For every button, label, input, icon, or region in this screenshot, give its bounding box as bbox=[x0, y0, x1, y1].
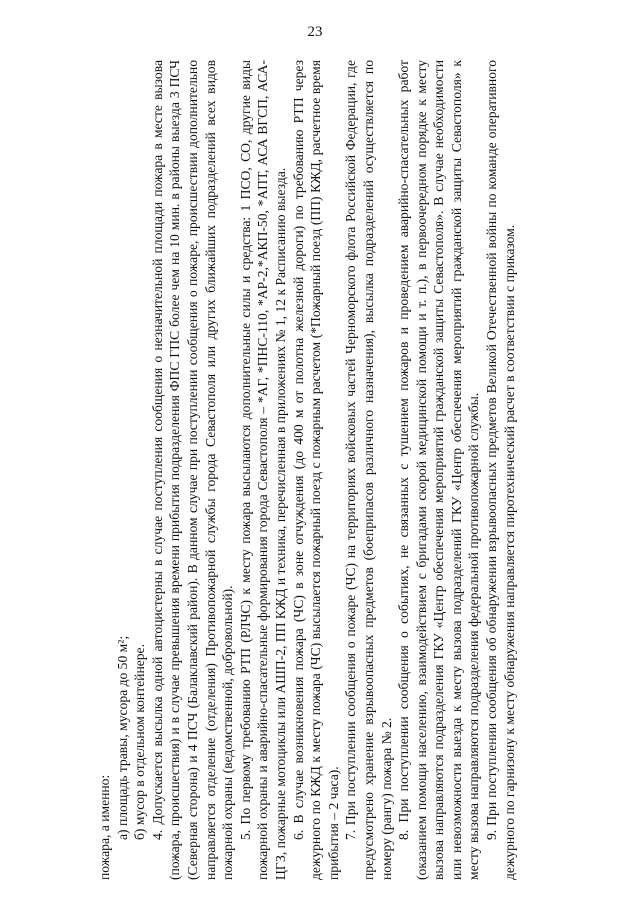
paragraph-5: 5. По первому требованию РТП (РЛЧС) к месту пожара высылаются дополнительные силы и средства: 1 ПСО, СО, другие виды пожарной охраны и аварийно-спасательные формирования города Севастополя – *АГ, *ПНС-110, *АР-2,*АКП-50, *АПТ, АСА ВГСП, АСА-ЦГЗ, пожарные мотоциклы или АШП-2, ПП КЖД и техника, перечисленная в приложениях № 1, 12 к Расписанию выезда. bbox=[237, 60, 288, 880]
list-item-b: б) мусор в отдельном контейнере. bbox=[132, 644, 148, 840]
page-number: 23 bbox=[307, 24, 323, 40]
paragraph-8: 8. При поступлении сообщения о событиях, не связанных с тушением пожаров и проведением аварийно-спасательных работ (оказанием помощи населению, взаимодействием с бригадами скорой медицинской помощи и т. п.), в первоочередном порядке к месту вызова направляются подразделения ГКУ «Центр обеспечения мероприятий гражданской защиты Севастополя». В случае необходимости или невозможности выезда к месту вызова подразделений ГКУ «Центр обеспечения мероприятий гражданской защиты Севастополя» к месту вызова направляются подразделения федеральной противопожарной службы. bbox=[396, 60, 482, 880]
paragraph-4: 4. Допускается высылка одной автоцистерны в случае поступления сообщения о незначительной площади пожара в месте вызова (пожара, происшествия) и в случае превышения времени прибытия подразделения ФПС ГПС более чем на 10 мин. в районы выезда 3 ПСЧ (Северная сторона) и 4 ПСЧ (Балаклавский район). В данном случае при поступлении сообщения о пожаре, происшествии дополнительно направляется отделение (отделения) Противопожарной службы города Севастополя или других ближайших подразделений всех видов пожарной охраны (ведомственной, добровольной). bbox=[149, 60, 236, 880]
paragraph-9: 9. При поступлении сообщения об обнаружении взрывоопасных предметов Великой Отечественной войны по команде оперативного дежурного по гарнизону к месту обнаружения направляется пиротехнический расчет в соответствии с приказом. bbox=[484, 60, 517, 880]
rotated-text-area bbox=[96, 60, 616, 880]
paragraph-6: 6. В случае возникновения пожара (ЧС) в зоне отчуждения (до 400 м от полотна железной дороги) по требованию РТП через дежурного по КЖД к месту пожара (ЧС) высылается пожарный поезд с пожарным расчетом (*Пожарный поезд (ПП) КЖД, расчетное время прибытия – 2 часа). bbox=[290, 60, 341, 880]
paragraph-7: 7. При поступлении сообщения о пожаре (ЧС) на территориях войсковых частей Черноморского флота Российской Федерации, где предусмотрено хранение взрывоопасных предметов (боеприпасов различного назначения), высылка подразделений осуществляется по номеру (рангу) пожара № 2. bbox=[343, 60, 394, 880]
list-item-a: а) площадь травы, мусора до 50 м²; bbox=[114, 635, 130, 840]
document-body bbox=[96, 60, 616, 880]
paragraph-intro: пожара, а именно: bbox=[97, 774, 112, 880]
